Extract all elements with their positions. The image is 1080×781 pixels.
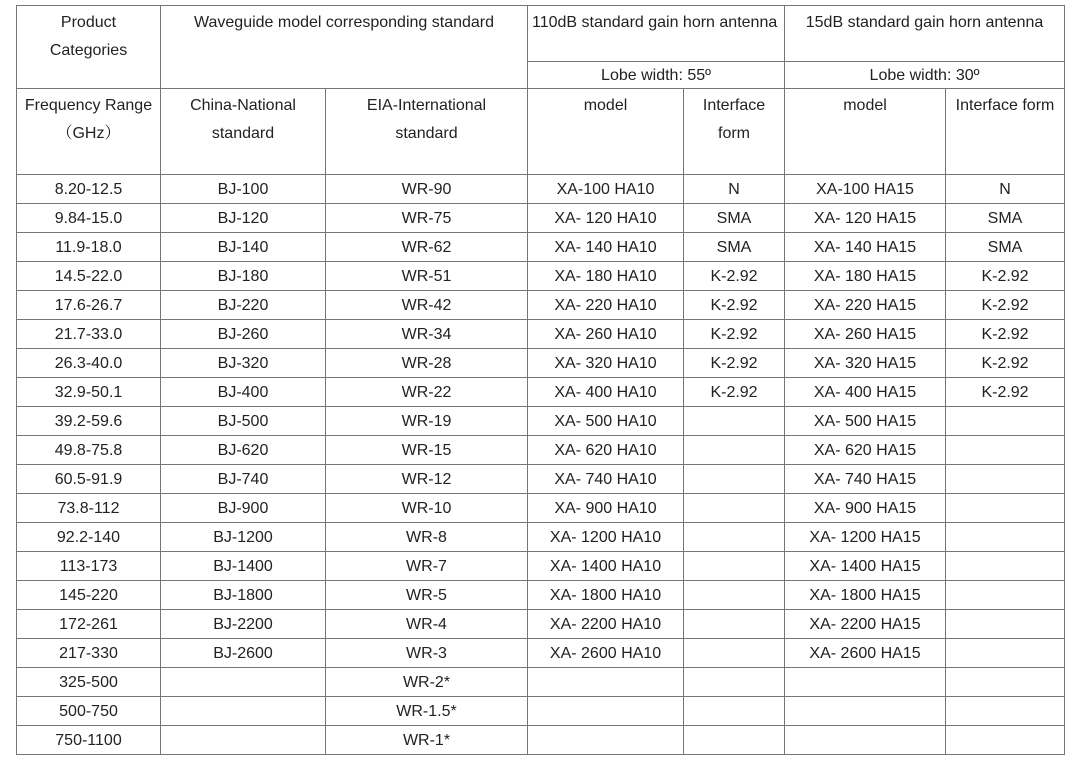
model-15db-header: model bbox=[785, 89, 946, 175]
model-10db-cell: XA- 740 HA10 bbox=[528, 465, 684, 494]
model-10db-cell bbox=[528, 697, 684, 726]
frequency-range-cell: 145-220 bbox=[17, 581, 161, 610]
table-row bbox=[17, 291, 1065, 320]
frequency-range-cell: 500-750 bbox=[17, 697, 161, 726]
interface-10db-cell: K-2.92 bbox=[684, 291, 785, 320]
table-row bbox=[17, 494, 1065, 523]
interface-15db-cell bbox=[946, 639, 1065, 668]
eia-standard-cell: WR-2* bbox=[326, 668, 528, 697]
china-standard-cell: BJ-180 bbox=[161, 262, 326, 291]
model-15db-cell: XA- 120 HA15 bbox=[785, 204, 946, 233]
interface-15db-cell: SMA bbox=[946, 204, 1065, 233]
interface-10db-cell: N bbox=[684, 175, 785, 204]
eia-standard-cell: WR-51 bbox=[326, 262, 528, 291]
interface-15db-cell bbox=[946, 726, 1065, 755]
frequency-range-cell: 60.5-91.9 bbox=[17, 465, 161, 494]
interface-10db-cell: K-2.92 bbox=[684, 349, 785, 378]
eia-standard-cell: WR-8 bbox=[326, 523, 528, 552]
model-10db-cell: XA- 1400 HA10 bbox=[528, 552, 684, 581]
eia-standard-cell: WR-15 bbox=[326, 436, 528, 465]
china-standard-cell: BJ-1200 bbox=[161, 523, 326, 552]
interface-15db-cell: K-2.92 bbox=[946, 262, 1065, 291]
table-row bbox=[17, 552, 1065, 581]
frequency-range-cell: 49.8-75.8 bbox=[17, 436, 161, 465]
eia-standard-header: EIA-International standard bbox=[326, 89, 528, 175]
table-row bbox=[17, 175, 1065, 204]
china-standard-cell: BJ-100 bbox=[161, 175, 326, 204]
china-standard-cell: BJ-120 bbox=[161, 204, 326, 233]
frequency-range-cell: 113-173 bbox=[17, 552, 161, 581]
china-standard-cell: BJ-2200 bbox=[161, 610, 326, 639]
model-10db-cell: XA- 320 HA10 bbox=[528, 349, 684, 378]
eia-standard-cell: WR-34 bbox=[326, 320, 528, 349]
interface-15db-cell bbox=[946, 697, 1065, 726]
china-standard-cell: BJ-1400 bbox=[161, 552, 326, 581]
model-15db-cell: XA- 180 HA15 bbox=[785, 262, 946, 291]
china-standard-cell: BJ-900 bbox=[161, 494, 326, 523]
table-row bbox=[17, 639, 1065, 668]
model-10db-cell: XA- 500 HA10 bbox=[528, 407, 684, 436]
interface-15db-cell bbox=[946, 523, 1065, 552]
frequency-range-cell: 325-500 bbox=[17, 668, 161, 697]
china-standard-cell: BJ-620 bbox=[161, 436, 326, 465]
model-10db-cell: XA- 400 HA10 bbox=[528, 378, 684, 407]
frequency-range-cell: 217-330 bbox=[17, 639, 161, 668]
frequency-range-cell: 73.8-112 bbox=[17, 494, 161, 523]
eia-standard-cell: WR-1.5* bbox=[326, 697, 528, 726]
table-row bbox=[17, 378, 1065, 407]
model-10db-cell: XA- 120 HA10 bbox=[528, 204, 684, 233]
table-row bbox=[17, 523, 1065, 552]
frequency-range-cell: 9.84-15.0 bbox=[17, 204, 161, 233]
model-15db-cell: XA-100 HA15 bbox=[785, 175, 946, 204]
eia-standard-cell: WR-19 bbox=[326, 407, 528, 436]
model-15db-cell bbox=[785, 726, 946, 755]
model-10db-cell: XA- 140 HA10 bbox=[528, 233, 684, 262]
interface-10db-cell: K-2.92 bbox=[684, 320, 785, 349]
frequency-range-cell: 32.9-50.1 bbox=[17, 378, 161, 407]
interface-10db-cell bbox=[684, 436, 785, 465]
frequency-range-cell: 11.9-18.0 bbox=[17, 233, 161, 262]
interface-15db-cell bbox=[946, 407, 1065, 436]
model-15db-cell: XA- 400 HA15 bbox=[785, 378, 946, 407]
interface-15db-cell: N bbox=[946, 175, 1065, 204]
interface-10db-header: Interface form bbox=[684, 89, 785, 175]
eia-standard-cell: WR-62 bbox=[326, 233, 528, 262]
frequency-range-cell: 750-1100 bbox=[17, 726, 161, 755]
model-15db-cell: XA- 1400 HA15 bbox=[785, 552, 946, 581]
interface-15db-cell bbox=[946, 610, 1065, 639]
lobe-width-55: Lobe width: 55º bbox=[528, 62, 785, 89]
table-row bbox=[17, 204, 1065, 233]
china-standard-cell: BJ-320 bbox=[161, 349, 326, 378]
table-row bbox=[17, 233, 1065, 262]
frequency-range-cell: 14.5-22.0 bbox=[17, 262, 161, 291]
interface-10db-cell bbox=[684, 668, 785, 697]
model-10db-cell: XA- 2600 HA10 bbox=[528, 639, 684, 668]
interface-15db-cell bbox=[946, 494, 1065, 523]
interface-10db-cell bbox=[684, 639, 785, 668]
interface-10db-cell bbox=[684, 726, 785, 755]
interface-15db-cell bbox=[946, 552, 1065, 581]
table-row bbox=[17, 668, 1065, 697]
interface-10db-cell bbox=[684, 465, 785, 494]
model-15db-cell bbox=[785, 697, 946, 726]
interface-15db-cell bbox=[946, 581, 1065, 610]
model-15db-cell: XA- 1800 HA15 bbox=[785, 581, 946, 610]
frequency-range-header: Frequency Range（GHz） bbox=[17, 89, 161, 175]
model-15db-cell bbox=[785, 668, 946, 697]
china-standard-header: China-National standard bbox=[161, 89, 326, 175]
china-standard-cell: BJ-740 bbox=[161, 465, 326, 494]
model-10db-cell: XA- 900 HA10 bbox=[528, 494, 684, 523]
model-15db-cell: XA- 2200 HA15 bbox=[785, 610, 946, 639]
interface-15db-cell bbox=[946, 436, 1065, 465]
model-15db-cell: XA- 260 HA15 bbox=[785, 320, 946, 349]
waveguide-horn-antenna-table bbox=[16, 5, 1065, 755]
horn-15db-header: 15dB standard gain horn antenna bbox=[785, 6, 1065, 62]
model-15db-cell: XA- 320 HA15 bbox=[785, 349, 946, 378]
interface-15db-header: Interface form bbox=[946, 89, 1065, 175]
model-10db-cell: XA- 180 HA10 bbox=[528, 262, 684, 291]
lobe-width-30: Lobe width: 30º bbox=[785, 62, 1065, 89]
model-15db-cell: XA- 500 HA15 bbox=[785, 407, 946, 436]
table-row bbox=[17, 726, 1065, 755]
interface-15db-cell: K-2.92 bbox=[946, 320, 1065, 349]
frequency-range-cell: 92.2-140 bbox=[17, 523, 161, 552]
eia-standard-cell: WR-3 bbox=[326, 639, 528, 668]
table-row bbox=[17, 262, 1065, 291]
interface-10db-cell: SMA bbox=[684, 204, 785, 233]
interface-15db-cell: K-2.92 bbox=[946, 378, 1065, 407]
eia-standard-cell: WR-22 bbox=[326, 378, 528, 407]
china-standard-cell: BJ-1800 bbox=[161, 581, 326, 610]
frequency-range-cell: 39.2-59.6 bbox=[17, 407, 161, 436]
interface-10db-cell bbox=[684, 494, 785, 523]
table-row bbox=[17, 610, 1065, 639]
china-standard-cell: BJ-400 bbox=[161, 378, 326, 407]
model-10db-cell bbox=[528, 726, 684, 755]
table-row bbox=[17, 320, 1065, 349]
model-10db-cell: XA- 260 HA10 bbox=[528, 320, 684, 349]
model-15db-cell: XA- 1200 HA15 bbox=[785, 523, 946, 552]
interface-10db-cell bbox=[684, 610, 785, 639]
interface-10db-cell bbox=[684, 581, 785, 610]
interface-15db-cell: K-2.92 bbox=[946, 349, 1065, 378]
interface-15db-cell bbox=[946, 668, 1065, 697]
model-10db-cell bbox=[528, 668, 684, 697]
eia-standard-cell: WR-75 bbox=[326, 204, 528, 233]
model-10db-cell: XA- 620 HA10 bbox=[528, 436, 684, 465]
eia-standard-cell: WR-12 bbox=[326, 465, 528, 494]
eia-standard-cell: WR-4 bbox=[326, 610, 528, 639]
table-row bbox=[17, 581, 1065, 610]
model-15db-cell: XA- 740 HA15 bbox=[785, 465, 946, 494]
model-15db-cell: XA- 2600 HA15 bbox=[785, 639, 946, 668]
interface-10db-cell bbox=[684, 523, 785, 552]
china-standard-cell: BJ-2600 bbox=[161, 639, 326, 668]
table-row bbox=[17, 697, 1065, 726]
interface-15db-cell: K-2.92 bbox=[946, 291, 1065, 320]
model-10db-header: model bbox=[528, 89, 684, 175]
eia-standard-cell: WR-5 bbox=[326, 581, 528, 610]
china-standard-cell bbox=[161, 668, 326, 697]
frequency-range-cell: 17.6-26.7 bbox=[17, 291, 161, 320]
model-10db-cell: XA- 220 HA10 bbox=[528, 291, 684, 320]
table-row bbox=[17, 349, 1065, 378]
frequency-range-cell: 21.7-33.0 bbox=[17, 320, 161, 349]
waveguide-standard-header: Waveguide model corresponding standard bbox=[161, 6, 528, 89]
table-row bbox=[17, 465, 1065, 494]
interface-10db-cell: SMA bbox=[684, 233, 785, 262]
interface-10db-cell: K-2.92 bbox=[684, 378, 785, 407]
model-15db-cell: XA- 220 HA15 bbox=[785, 291, 946, 320]
frequency-range-cell: 8.20-12.5 bbox=[17, 175, 161, 204]
interface-10db-cell: K-2.92 bbox=[684, 262, 785, 291]
china-standard-cell: BJ-500 bbox=[161, 407, 326, 436]
china-standard-cell: BJ-140 bbox=[161, 233, 326, 262]
interface-10db-cell bbox=[684, 697, 785, 726]
model-10db-cell: XA- 1200 HA10 bbox=[528, 523, 684, 552]
eia-standard-cell: WR-28 bbox=[326, 349, 528, 378]
eia-standard-cell: WR-10 bbox=[326, 494, 528, 523]
model-15db-cell: XA- 620 HA15 bbox=[785, 436, 946, 465]
eia-standard-cell: WR-42 bbox=[326, 291, 528, 320]
eia-standard-cell: WR-7 bbox=[326, 552, 528, 581]
model-10db-cell: XA- 2200 HA10 bbox=[528, 610, 684, 639]
interface-10db-cell bbox=[684, 552, 785, 581]
eia-standard-cell: WR-90 bbox=[326, 175, 528, 204]
model-10db-cell: XA-100 HA10 bbox=[528, 175, 684, 204]
china-standard-cell bbox=[161, 697, 326, 726]
china-standard-cell bbox=[161, 726, 326, 755]
model-15db-cell: XA- 900 HA15 bbox=[785, 494, 946, 523]
model-15db-cell: XA- 140 HA15 bbox=[785, 233, 946, 262]
table-row bbox=[17, 436, 1065, 465]
frequency-range-cell: 26.3-40.0 bbox=[17, 349, 161, 378]
china-standard-cell: BJ-220 bbox=[161, 291, 326, 320]
interface-10db-cell bbox=[684, 407, 785, 436]
table-row bbox=[17, 407, 1065, 436]
frequency-range-cell: 172-261 bbox=[17, 610, 161, 639]
interface-15db-cell: SMA bbox=[946, 233, 1065, 262]
interface-15db-cell bbox=[946, 465, 1065, 494]
china-standard-cell: BJ-260 bbox=[161, 320, 326, 349]
horn-10db-header: 110dB standard gain horn antenna bbox=[528, 6, 785, 62]
eia-standard-cell: WR-1* bbox=[326, 726, 528, 755]
product-categories-header: Product Categories bbox=[17, 6, 161, 89]
model-10db-cell: XA- 1800 HA10 bbox=[528, 581, 684, 610]
